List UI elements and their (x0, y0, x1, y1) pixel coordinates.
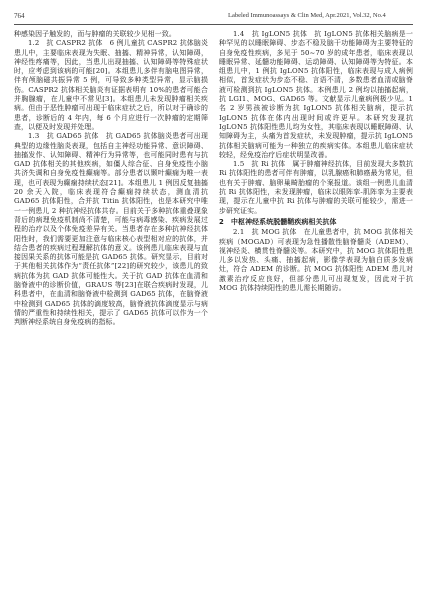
paragraph: 1.5 抗 Ri 抗体 属于肿瘤神经抗体，目前发现大多数抗 Ri 抗体阳性的患者可伴有肿瘤，以乳腺癌和肺癌最为常见，但也有关于肿瘤、脑卵巢畸胎瘤的个案报道。该组一例患儿血清抗 Ri 抗体阳性，未发现肿瘤，临床以眼阵挛-肌阵挛为主要表现，提示在儿童中抗 Ri 抗体与肿瘤的关联可能较少，需进一步研究证实。 (219, 160, 413, 215)
header-rule (14, 24, 413, 25)
journal-title: Labeled Immunoassays & Clin Med, Apr.2021, Vol.32, No.4 (228, 12, 386, 19)
paragraph: 1.4 抗 IgLON5 抗体 抗 IgLON5 抗体相关脑病是一种罕见的以睡眠障碍、步态不稳及脑干功能障碍为主要特征的自身免疫性疾病，多见于 50~70 岁的成年患者，临床表现以睡眠异常、延髓功能障碍、运动障碍、认知障碍等为特征。本组患儿中，1 例抗 IgLON5 抗体阳性，临床表现与成人病例相似，首发症状为步态不稳、言语不清，多数患者血清或脑脊液可检测到抗 IgLON5 抗体。本例患儿 2 例均以抽搐起病，抗 LGI1、MOG、GAD65 等。文献显示儿童病例极少见。1 名 2 岁男孩被诊断为抗 IgLON5 抗体相关脑病，提示抗 IgLON5 抗体在体内出现时间或许更早。本研究发现抗 IgLON5 抗体阳性患儿均为女性，其临床表现以睡眠障碍、认知障碍为主，头痛为首发症状，未发现肿瘤，提示抗 IgLON5 抗体相关脑病可能为一种独立的疾病实体。本组患儿临床症状较轻，经免疫治疗后症状明显改善。 (219, 30, 413, 159)
paragraph: 种感染因子触发的，而与肿瘤的关联较少见相一致。 (14, 30, 176, 38)
left-column (14, 30, 208, 328)
paragraph: 1.3 抗 GAD65 抗体 抗 GAD65 抗体脑炎患者可出现典型的边缘性脑炎表现，包括自主神经功能异常、意识障碍、抽搐发作、认知障碍、精神行为异常等，也可能同时患有与抗 GAD 抗体相关的其他疾病，如僵人综合征、自身免疫性小脑共济失调和自身免疫性癫痫等。部分患者以颞叶癫痫为唯一表现，也可表现为癫痫持续状态[21]。本组患儿 1 例因反复抽搐 20 余天入院，临床表现符合癫痫持续状态，测血清抗 GAD65 抗体阳性，合并抗 Titin 抗体阳性，也是本研究中唯一一例患儿 2 种抗神经抗体共存。目前关于多种抗体重叠现象背后的病理免疫机制尚不清楚，可能与病毒感染、疾病发展过程的治疗以及个体免疫差异有关。当患者存在多种抗神经抗体阳性时，我们需要更加注意与临床核心表型相对应的抗体，并结合患者的疾病过程理解抗体的意义。该例患儿临床表现与直接因果关系的抗体可能是抗 GAD65 抗体。研究显示，目前对于其他相关抗体作为“责任抗体”[22]的研究较少，该患儿的致病抗体为抗 GAD 抗体可能性大。关于抗 GAD 抗体在血清和脑脊液中的诊断价值，GRAUS 等[23]在联合疾病时发现，儿科患者中，在血清和脑脊液中检测到 GAD65 抗体，在脑脊液中检测到 GAD65 抗体的滴度较高，脑脊液抗体滴度显示与病情的严重性和持续性相关，提示了 GAD65 抗体可以作为一个判断神经系统自身免疫病的指标。 (14, 132, 208, 327)
paragraph: 1.2 抗 CASPR2 抗体 6 例儿童抗 CASPR2 抗体脑炎患儿中，主要临床表现为失眠、抽搐、精神异常，认知障碍，神经性疼痛等，因此，当患儿出现抽搐、认知障碍等特殊症状时，应考虑到该病的可能[20]。本组患儿多伴有脑电图异常，伴有颅脑磁共振异常 5 例，可导致多种类型异常，显示脑损伤。CASPR2 抗体相关脑炎有证据表明有 10%的患者可能合并胸腺瘤，在儿童中不常见[3]。本组患儿未发现肿瘤相关疾病。但由于恶性肿瘤可出现于临床症状之后，所以对于确诊的患者，诊断后的 4 年内，每 6 个月应进行一次肿瘤的定期筛查，以便及时发现并处理。 (14, 39, 208, 131)
right-column (219, 30, 413, 293)
page-header (14, 10, 413, 24)
page-number: 764 (14, 12, 25, 20)
section-heading: 2 中枢神经系统脱髓鞘疾病相关抗体 (219, 217, 337, 226)
paragraph: 2.1 抗 MOG 抗体 在儿童患者中，抗 MOG 抗体相关疾病（MOGAD）可表现为急性播散性脑脊髓炎（ADEM）、视神经炎、横贯性脊髓炎等。本研究中，抗 MOG 抗体阳性患儿多以发热、头痛、抽搐起病，影像学表现为脑白质多发病灶，符合 ADEM 的诊断。抗 MOG 抗体阳性 ADEM 患儿对激素治疗反应良好，但部分患儿可出现复发，因此对于抗 MOG 抗体持续阳性的患儿需长期随访。 (219, 228, 413, 293)
